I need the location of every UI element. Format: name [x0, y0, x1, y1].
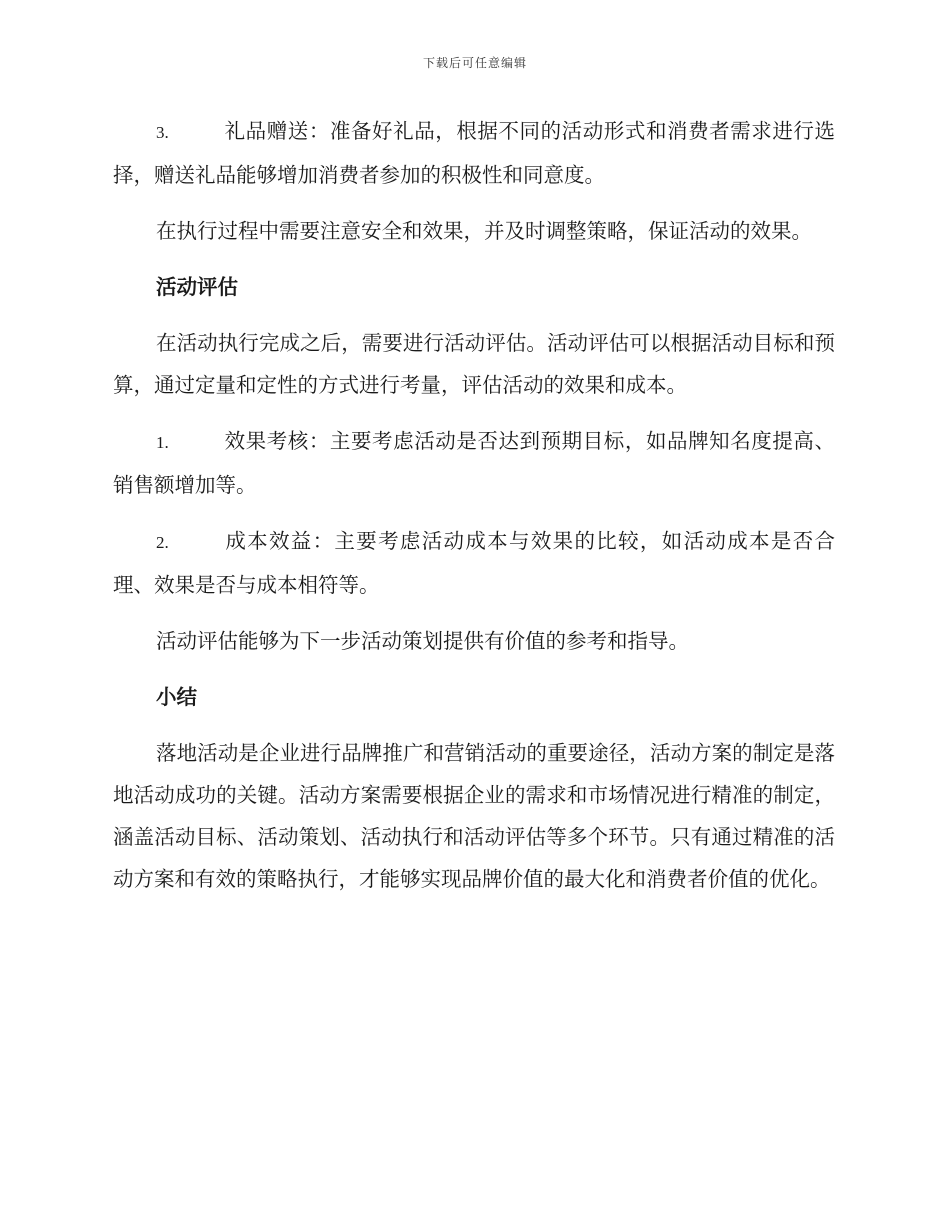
paragraph-evaluation-intro: 在活动执行完成之后，需要进行活动评估。活动评估可以根据活动目标和预算，通过定量和定性的方式进行考量，评估活动的效果和成本。 — [113, 331, 835, 397]
list-item-text: 成本效益：主要考虑活动成本与效果的比较，如活动成本是否合理、效果是否与成本相符等。 — [113, 529, 835, 597]
list-item-gift — [113, 110, 835, 196]
list-item-number: 3. — [156, 123, 169, 142]
section-heading-evaluation: 活动评估 — [156, 275, 238, 299]
list-item-text: 效果考核：主要考虑活动是否达到预期目标，如品牌知名度提高、销售额增加等。 — [113, 429, 835, 497]
list-item-text: 礼品赠送：准备好礼品，根据不同的活动形式和消费者需求进行选择，赠送礼品能够增加消费者参加的积极性和同意度。 — [113, 119, 835, 187]
section-heading-summary: 小结 — [156, 685, 197, 709]
paragraph-evaluation-value: 活动评估能够为下一步活动策划提供有价值的参考和指导。 — [156, 629, 689, 653]
list-item-cost-benefit — [113, 520, 835, 606]
paragraph-execution-note: 在执行过程中需要注意安全和效果，并及时调整策略，保证活动的效果。 — [156, 219, 812, 243]
paragraph-summary: 落地活动是企业进行品牌推广和营销活动的重要途径，活动方案的制定是落地活动成功的关键。活动方案需要根据企业的需求和市场情况进行精准的制定，涵盖活动目标、活动策划、活动执行和活动评估等多个环节。只有通过精准的活动方案和有效的策略执行，才能够实现品牌价值的最大化和消费者价值的优化。 — [113, 741, 835, 891]
list-item-number: 1. — [156, 433, 169, 452]
page-header: 下载后可任意编辑 — [422, 56, 527, 70]
list-item-number: 2. — [156, 533, 169, 552]
list-item-effect-assessment — [113, 420, 835, 506]
document-body — [113, 110, 835, 914]
